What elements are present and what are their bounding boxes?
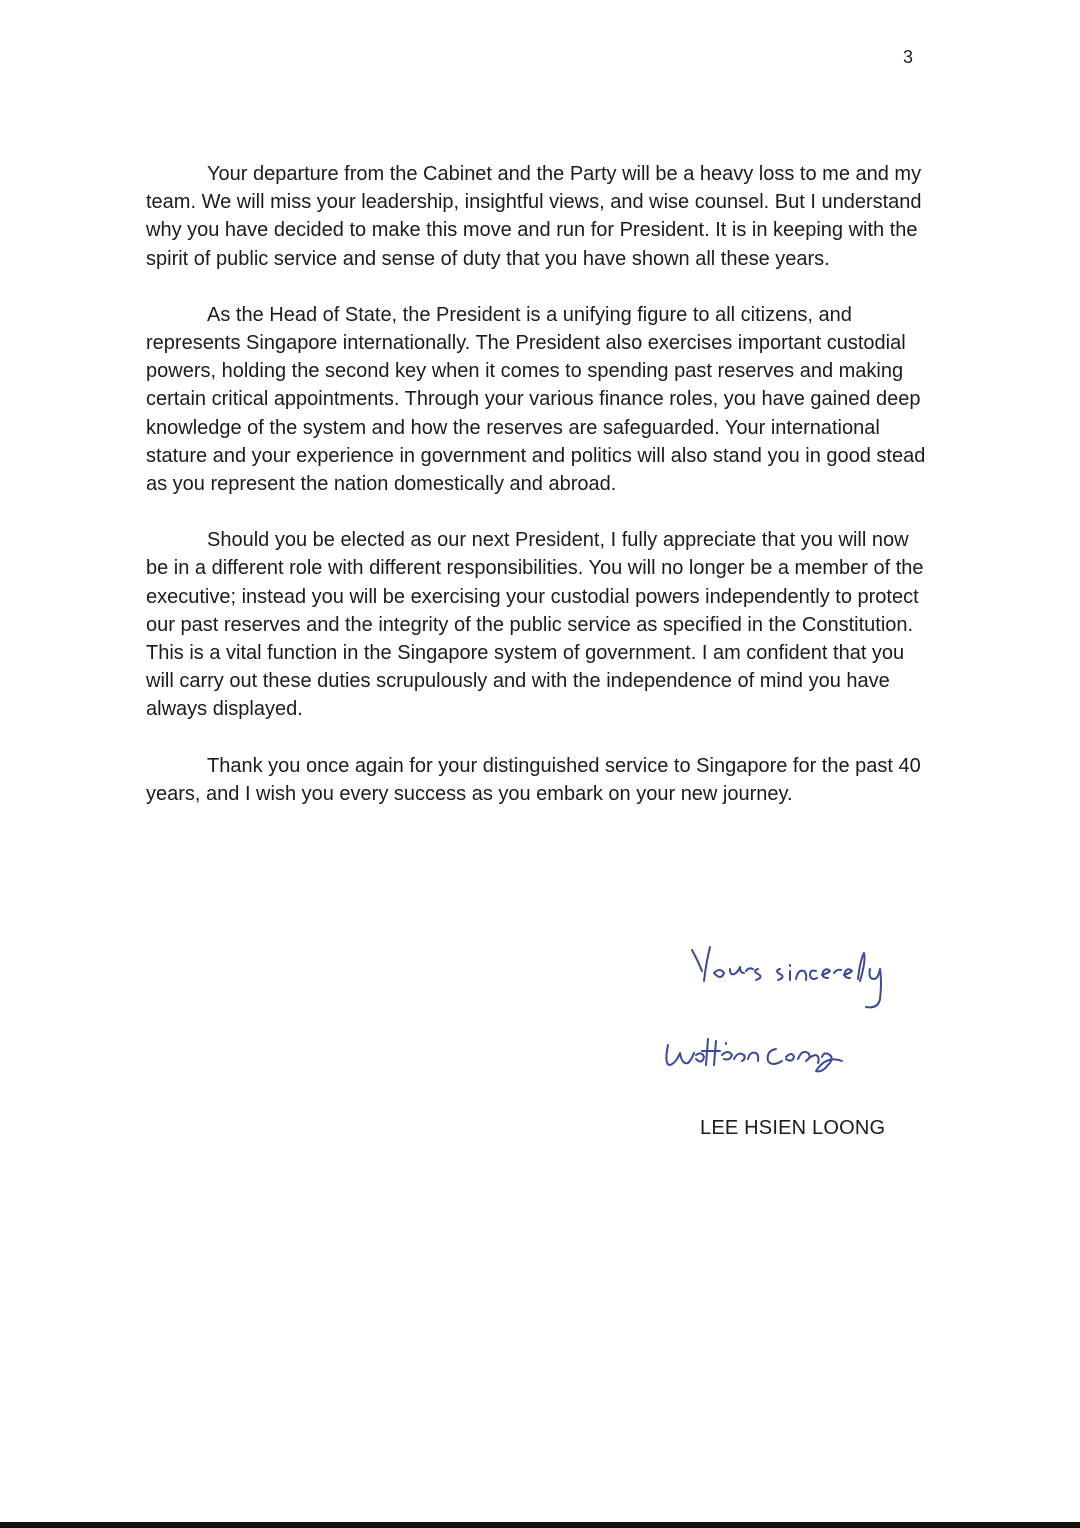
- page-number: 3: [903, 47, 914, 67]
- signature-block: [640, 925, 960, 1105]
- letter-body: [146, 160, 936, 808]
- paragraph-4: Thank you once again for your distinguished service to Singapore for the past 40 years, and I wish you every success as you embark on your new journey.: [146, 754, 921, 805]
- paragraph-2: As the Head of State, the President is a unifying figure to all citizens, and represents Singapore internationally. The President also exercises important custodial powers, holding the second key when it comes to spending past reserves and making certain critical appointments. Through your various finance roles, you have gained deep knowledge of the system and how the reserves are safeguarded. Your international stature and your experience in government and politics will also stand you in good stead as you represent the nation domestically and abroad.: [146, 303, 926, 496]
- paragraph-1: Your departure from the Cabinet and the Party will be a heavy loss to me and my team. We will miss your leadership, insightful views, and wise counsel. But I understand why you have decided to make this move and run for President. It is in keeping with the spirit of public service and sense of duty that you have shown all these years.: [146, 163, 922, 270]
- handwritten-closing: [680, 935, 930, 1025]
- paragraph-3: Should you be elected as our next President, I fully appreciate that you will now be in a different role with different responsibilities. You will no longer be a member of the executive; instead you will be exercising your custodial powers independently to protect our past reserves and the integrity of the public service as specified in the Constitution. This is a vital function in the Singapore system of government. I am confident that you will carry out these duties scrupulously and with the independence of mind you have always displayed.: [146, 529, 924, 721]
- handwritten-signature: [658, 1025, 898, 1095]
- signer-name: LEE HSIEN LOONG: [700, 1117, 886, 1139]
- bottom-border: [0, 1522, 1080, 1528]
